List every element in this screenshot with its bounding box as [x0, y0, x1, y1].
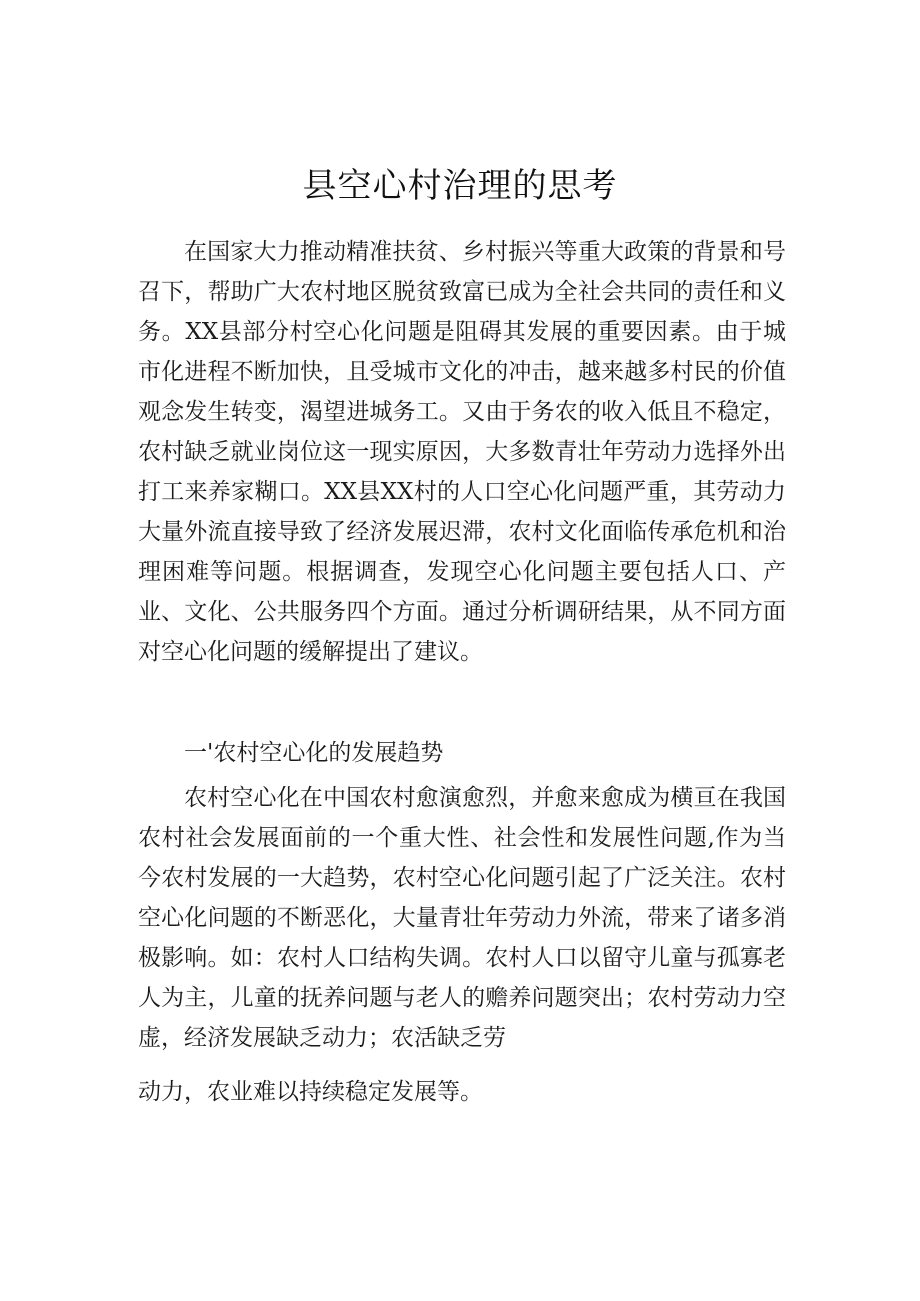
document-title: 县空心村治理的思考: [302, 166, 618, 206]
paragraph-section-1: 农村空心化在中国农村愈演愈烈，并愈来愈成为横亘在我国农村社会发展面前的一个重大性、社会性和发展性问题,作为当今农村发展的一大趋势，农村空心化问题引起了广泛关注。农村空心化问题的不断恶化，大量青壮年劳动力外流，带来了诸多消极影响。如：农村人口结构失调。农村人口以留守儿童与孤寡老人为主，儿童的抚养问题与老人的赡养问题突出；农村劳动力空虚，经济发展缺乏动力；农活缺乏劳: [138, 785, 786, 1051]
section-heading-1: 一'农村空心化的发展趋势: [184, 740, 444, 766]
paragraph-intro: 在国家大力推动精准扶贫、乡村振兴等重大政策的背景和号召下，帮助广大农村地区脱贫致富已成为全社会共同的责任和义务。XX县部分村空心化问题是阻碍其发展的重要因素。由于城市化进程不断加快，且受城市文化的冲击，越来越多村民的价值观念发生转变，渴望进城务工。又由于务农的收入低且不稳定，农村缺乏就业岗位这一现实原因，大多数青壮年劳动力选择外出打工来养家糊口。XX县XX村的人口空心化问题严重，其劳动力大量外流直接导致了经济发展迟滞，农村文化面临传承危机和治理困难等问题。根据调查，发现空心化问题主要包括人口、产业、文化、公共服务四个方面。通过分析调研结果，从不同方面对空心化问题的缓解提出了建议。: [138, 239, 786, 665]
paragraph-section-1-continued: 动力，农业难以持续稳定发展等。: [138, 1079, 483, 1105]
